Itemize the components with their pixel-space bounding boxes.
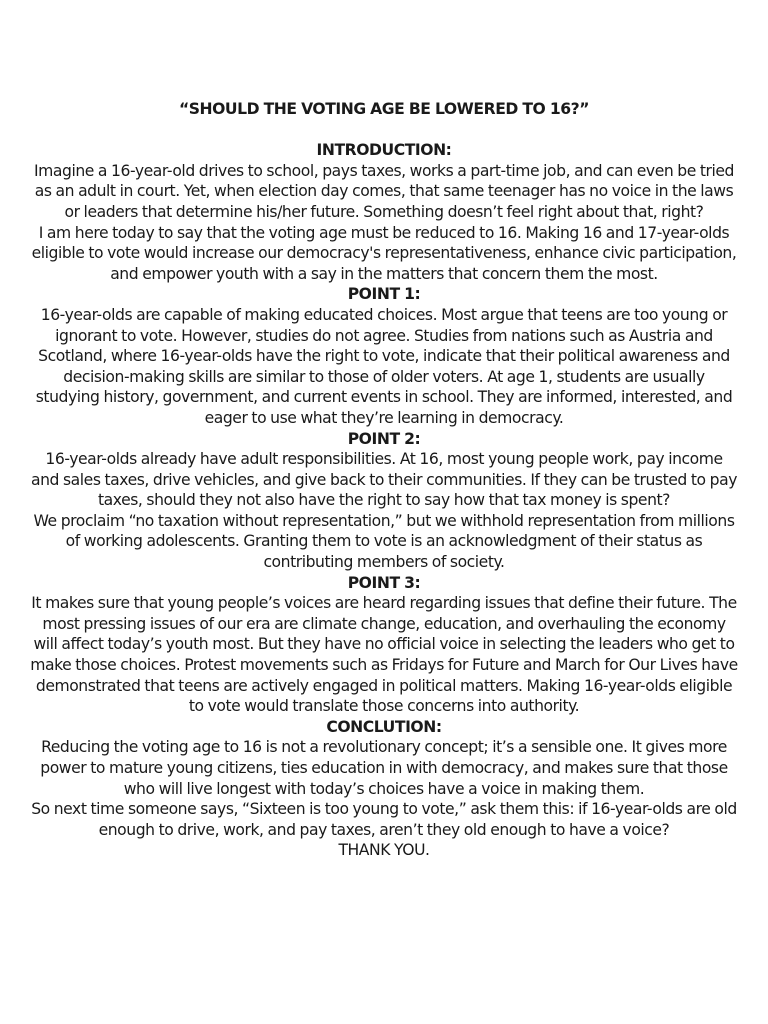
point-1-paragraph: 16-year-olds are capable of making educated choices. Most argue that teens are too young or ignorant to vote. However, studies do not agree. Studies from nations such as Austria and Scotland, where 16-year-olds have the right to vote, indicate that their political awareness and decision-making skills are similar to those of older voters. At age 1, students are usually studying history, government, and current events in school. They are informed, interested, and eager to use what they’re learning in democracy. (35, 305, 733, 427)
introduction-heading: INTRODUCTION: (316, 141, 452, 160)
introduction-section (30, 140, 738, 284)
point-3-paragraph: It makes sure that young people’s voices are heard regarding issues that define their future. The most pressing issues of our era are climate change, education, and overhauling the economy will affect today’s youth most. But they have no official voice in selecting the leaders who get to make those choices. Protest movements such as Fridays for Future and March for Our Lives have demonstrated that teens are actively engaged in political matters. Making 16-year-olds eligible to vote would translate those concerns into authority. (30, 594, 738, 716)
point-2-paragraph-2: We proclaim “no taxation without representation,” but we withhold representation from millions of working adolescents. Granting them to vote is an acknowledgment of their status as contributing members of society. (33, 511, 735, 572)
document-title: “SHOULD THE VOTING AGE BE LOWERED TO 16?” (178, 100, 590, 118)
introduction-paragraph-1: Imagine a 16-year-old drives to school, pays taxes, works a part-time job, and can even be tried as an adult in court. Yet, when election day comes, that same teenager has no voice in the laws or leaders that determine his/her future. Something doesn’t feel right about that, right? (34, 161, 734, 221)
conclusion-heading: CONCLUTION: (326, 717, 442, 736)
closing-line: THANK YOU. (338, 841, 430, 860)
point-1-heading: POINT 1: (347, 285, 421, 304)
point-2-section (30, 429, 738, 573)
point-3-section (30, 573, 738, 717)
title-spacer (30, 120, 738, 141)
introduction-paragraph-2: I am here today to say that the voting age must be reduced to 16. Making 16 and 17-year-olds eligible to vote would increase our democracy's representativeness, enhance civic participation, and empower youth with a say in the matters that concern them the most. (31, 223, 737, 283)
conclusion-paragraph-2: So next time someone says, “Sixteen is too young to vote,” ask them this: if 16-year-olds are old enough to drive, work, and pay taxes, aren’t they old enough to have a voice? (31, 800, 737, 839)
point-1-section (30, 284, 738, 428)
point-2-heading: POINT 2: (347, 429, 421, 448)
point-2-paragraph-1: 16-year-olds already have adult responsibilities. At 16, most young people work, pay income and sales taxes, drive vehicles, and give back to their communities. If they can be trusted to pay taxes, should they not also have the right to say how that tax money is spent? (31, 450, 737, 510)
point-3-heading: POINT 3: (347, 573, 421, 592)
conclusion-paragraph-1: Reducing the voting age to 16 is not a revolutionary concept; it’s a sensible one. It gives more power to mature young citizens, ties education in with democracy, and makes sure that those who will live longest with today’s choices have a voice in making them. (40, 738, 728, 798)
document-body (30, 99, 738, 861)
conclusion-section (30, 717, 738, 861)
